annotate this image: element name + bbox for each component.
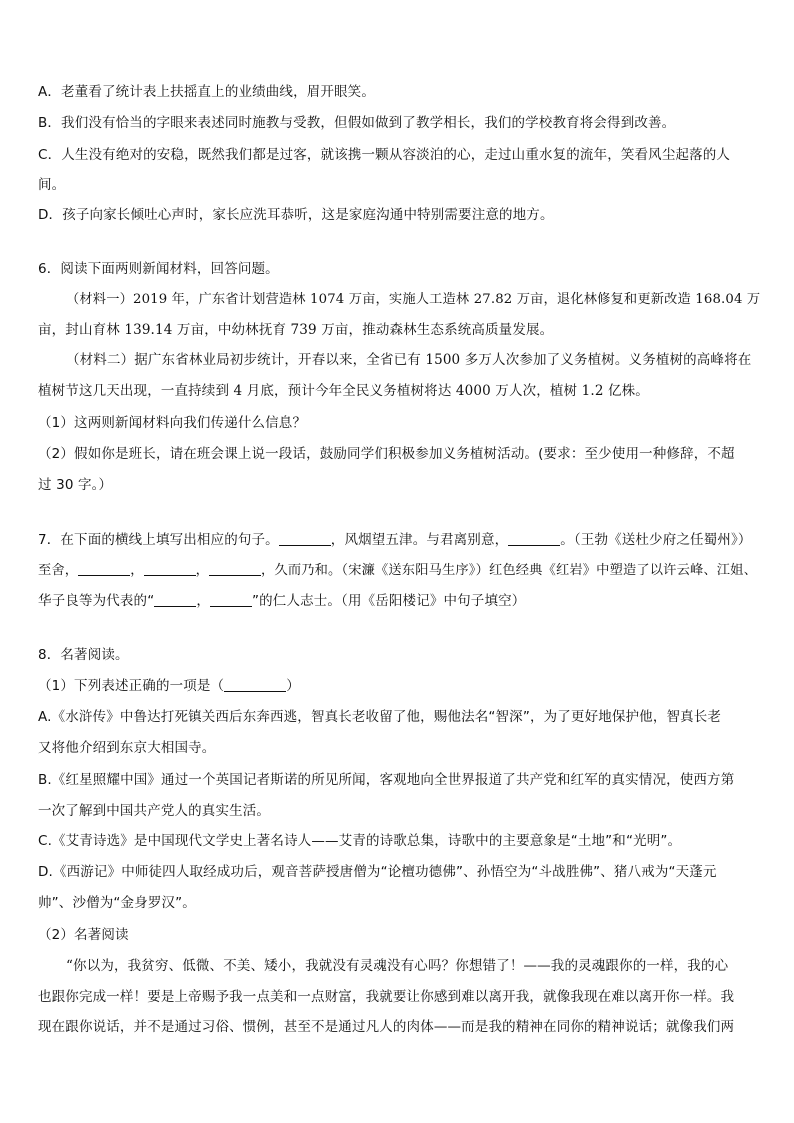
answer-blank[interactable] <box>210 592 252 607</box>
q8-sub2: （2）名著阅读 <box>38 927 129 943</box>
q8-passage-line3: 现在跟你说话，并不是通过习俗、惯例，甚至不是通过凡人的肉体——而是我的精神在同你的精神说话；就像我们两 <box>38 1019 735 1035</box>
q7-text: 至舍， <box>38 563 79 578</box>
q5-option-b: B．我们没有恰当的字眼来表述同时施教与受教，但假如做到了教学相长，我们的学校教育将会得到改善。 <box>38 115 676 131</box>
q8-option-b-line2: 一次了解到中国共产党人的真实生活。 <box>38 803 271 819</box>
q6-material1-line1: （材料一）2019 年，广东省计划营造林 1074 万亩，实施人工造林 27.82 万亩，退化林修复和更新改造 168.04 万 <box>66 292 761 307</box>
q8-passage-line2: 也跟你完成一样！要是上帝赐予我一点美和一点财富，我就要让你感到难以离开我，就像我现在难以离开你一样。我 <box>38 989 735 1005</box>
q8-option-d-line2: 帅”、沙僧为“金身罗汉”。 <box>38 895 196 911</box>
q6-sub2-line2: 过 30 字。） <box>38 477 113 493</box>
q8-option-a-line2: 又将他介绍到东京大相国寺。 <box>38 740 216 756</box>
answer-blank[interactable] <box>224 677 286 692</box>
q8-sub1-prompt: （1）下列表述正确的一项是（ <box>38 678 225 694</box>
q8-option-b-line1: B.《红星照耀中国》通过一个英国记者斯诺的所见所闻，客观地向全世界报道了共产党和红军的真实情况，使西方第 <box>38 772 735 788</box>
q5-option-c-line1: C．人生没有绝对的安稳，既然我们都是过客，就该携一颗从容淡泊的心，走过山重水复的流年，笑看风尘起落的人 <box>38 147 731 163</box>
q8-sub1-close: ） <box>286 678 300 694</box>
q6-material2-line2: 植树节这几天出现，一直持续到 4 月底，预计今年全民义务植树将达 4000 万人次，植树 1.2 亿株。 <box>38 383 649 399</box>
q7-text: 华子良等为代表的“ <box>38 593 155 609</box>
q7-prompt: 7．在下面的横线上填写出相应的句子。 <box>38 532 279 548</box>
q5-option-a: A．老董看了统计表上扶摇直上的业绩曲线，眉开眼笑。 <box>38 84 375 100</box>
q8-title: 8．名著阅读。 <box>38 647 129 663</box>
q6-material1-line2: 亩，封山育林 139.14 万亩，中幼林抚育 739 万亩，推动森林生态系统高质量发展。 <box>38 322 554 338</box>
q6-material2-line1: （材料二）据广东省林业局初步统计，开春以来，全省已有 1500 多万人次参加了义务植树。义务植树的高峰将在 <box>66 352 752 368</box>
q7-sep: ， <box>196 593 210 609</box>
q7-text: ，久而乃和。（宋濂《送东阳马生序》）红色经典《红岩》中塑造了以许云峰、江姐、 <box>261 563 757 578</box>
q8-sub1 <box>38 676 300 696</box>
q7-line1 <box>38 530 752 550</box>
answer-blank[interactable] <box>279 531 331 546</box>
q6-sub1: （1）这两则新闻材料向我们传递什么信息？ <box>38 415 307 431</box>
q6-sub2-line1: （2）假如你是班长，请在班会课上说一段话，鼓励同学们积极参加义务植树活动。(要求：至少使用一种修辞，不超 <box>38 446 735 462</box>
q7-text: ”的仁人志士。（用《岳阳楼记》中句子填空） <box>252 593 526 609</box>
answer-blank[interactable] <box>154 592 196 607</box>
answer-blank[interactable] <box>508 531 560 546</box>
q7-line2 <box>38 561 757 581</box>
q7-text: ，风烟望五津。与君离别意， <box>330 532 509 548</box>
answer-blank[interactable] <box>209 561 261 576</box>
q7-text: 。（王勃《送杜少府之任蜀州》） <box>560 532 752 548</box>
q6-title: 6．阅读下面两则新闻材料，回答问题。 <box>38 261 279 277</box>
answer-blank[interactable] <box>144 561 196 576</box>
q8-option-a-line1: A.《水浒传》中鲁达打死镇关西后东奔西逃，智真长老收留了他，赐他法名“智深”，为了更好地保护他，智真长老 <box>38 709 722 725</box>
q7-sep: ， <box>130 563 144 578</box>
q8-option-c: C.《艾青诗选》是中国现代文学史上著名诗人——艾青的诗歌总集，诗歌中的主要意象是“土地”和“光明”。 <box>38 833 682 849</box>
q5-option-d: D．孩子向家长倾吐心声时，家长应洗耳恭听，这是家庭沟通中特别需要注意的地方。 <box>38 207 554 223</box>
q8-option-d-line1: D.《西游记》中师徒四人取经成功后，观音菩萨授唐僧为“论檀功德佛”、孙悟空为“斗战胜佛”、猪八戒为“天蓬元 <box>38 864 717 880</box>
q7-line3 <box>38 591 525 611</box>
q5-option-c-line2: 间。 <box>38 177 66 193</box>
answer-blank[interactable] <box>78 561 130 576</box>
q7-sep: ， <box>195 563 210 578</box>
q8-passage-line1: “你以为，我贫穷、低微、不美、矮小，我就没有灵魂没有心吗？你想错了！——我的灵魂跟你的一样，我的心 <box>66 958 729 974</box>
